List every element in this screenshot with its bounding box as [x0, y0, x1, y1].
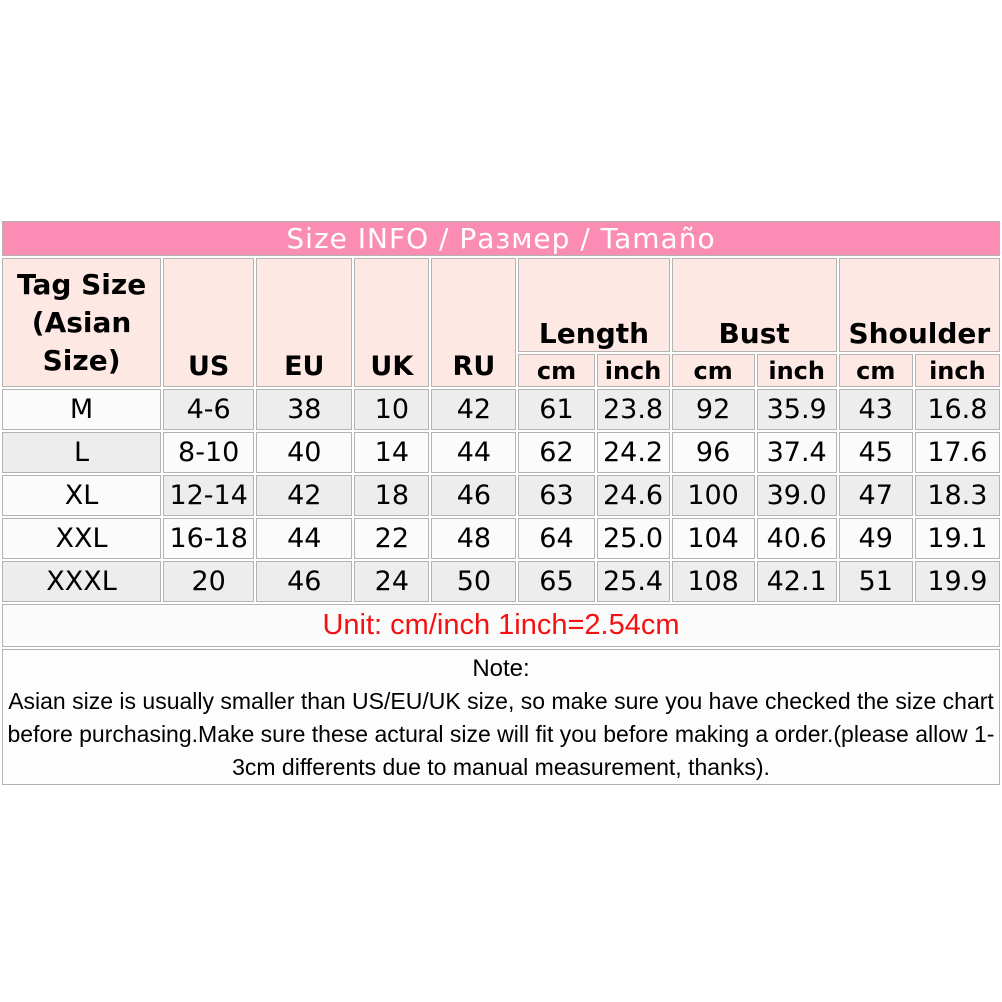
table-row-xxxl — [2, 561, 1000, 602]
note-cell — [2, 649, 1000, 785]
cell-shoulder-inch: 18.3 — [915, 475, 1000, 516]
cell-us: 4-6 — [163, 389, 254, 430]
cell-length-inch: 23.8 — [597, 389, 670, 430]
note-body: Asian size is usually smaller than US/EU/UK size, so make sure you have checked the size chart before purchasing.Make sure these actural size will fit you before making a order.(please allow 1-3cm differents due to manual measurement, thanks). — [7, 688, 995, 780]
tag-size-line-2: (Asian — [31, 305, 132, 339]
cell-bust-inch: 39.0 — [757, 475, 837, 516]
cell-bust-inch: 42.1 — [757, 561, 837, 602]
cell-shoulder-inch: 19.9 — [915, 561, 1000, 602]
header-eu: EU — [256, 258, 352, 387]
cell-eu: 38 — [256, 389, 352, 430]
cell-length-inch: 24.6 — [597, 475, 670, 516]
tag-size-line-1: Tag Size — [16, 267, 147, 301]
cell-uk: 18 — [354, 475, 429, 516]
header-shoulder: Shoulder — [839, 258, 1000, 352]
cell-shoulder-cm: 49 — [839, 518, 913, 559]
cell-shoulder-inch: 19.1 — [915, 518, 1000, 559]
cell-length-cm: 63 — [518, 475, 594, 516]
cell-uk: 14 — [354, 432, 429, 473]
table-row-xxl — [2, 518, 1000, 559]
cell-shoulder-cm: 47 — [839, 475, 913, 516]
cell-tag: M — [2, 389, 161, 430]
header-bust-inch: inch — [757, 354, 837, 387]
size-table — [0, 219, 1002, 787]
cell-bust-cm: 108 — [672, 561, 755, 602]
cell-shoulder-inch: 17.6 — [915, 432, 1000, 473]
cell-bust-cm: 104 — [672, 518, 755, 559]
cell-bust-cm: 100 — [672, 475, 755, 516]
header-shoulder-cm: cm — [839, 354, 913, 387]
cell-eu: 46 — [256, 561, 352, 602]
cell-bust-inch: 35.9 — [757, 389, 837, 430]
cell-us: 8-10 — [163, 432, 254, 473]
header-uk: UK — [354, 258, 429, 387]
cell-ru: 48 — [431, 518, 516, 559]
note-row — [2, 649, 1000, 785]
cell-bust-cm: 92 — [672, 389, 755, 430]
table-row-l — [2, 432, 1000, 473]
cell-us: 20 — [163, 561, 254, 602]
cell-tag: XXL — [2, 518, 161, 559]
cell-bust-inch: 37.4 — [757, 432, 837, 473]
header-shoulder-inch: inch — [915, 354, 1000, 387]
header-length: Length — [518, 258, 669, 352]
header-bust-cm: cm — [672, 354, 755, 387]
cell-length-cm: 61 — [518, 389, 594, 430]
table-row-xl — [2, 475, 1000, 516]
header-length-cm: cm — [518, 354, 594, 387]
cell-ru: 46 — [431, 475, 516, 516]
cell-bust-cm: 96 — [672, 432, 755, 473]
unit-conversion-note: Unit: cm/inch 1inch=2.54cm — [2, 604, 1000, 647]
cell-tag: XXXL — [2, 561, 161, 602]
header-row-main — [2, 258, 1000, 352]
cell-tag: XL — [2, 475, 161, 516]
header-us: US — [163, 258, 254, 387]
cell-shoulder-cm: 51 — [839, 561, 913, 602]
note-title: Note: — [472, 655, 530, 682]
cell-eu: 40 — [256, 432, 352, 473]
cell-length-inch: 24.2 — [597, 432, 670, 473]
cell-length-cm: 64 — [518, 518, 594, 559]
cell-length-cm: 65 — [518, 561, 594, 602]
cell-shoulder-cm: 45 — [839, 432, 913, 473]
tag-size-line-3: Size) — [42, 343, 121, 377]
cell-length-inch: 25.0 — [597, 518, 670, 559]
cell-shoulder-cm: 43 — [839, 389, 913, 430]
cell-shoulder-inch: 16.8 — [915, 389, 1000, 430]
cell-eu: 42 — [256, 475, 352, 516]
cell-us: 12-14 — [163, 475, 254, 516]
cell-ru: 44 — [431, 432, 516, 473]
cell-ru: 42 — [431, 389, 516, 430]
title-row — [2, 221, 1000, 256]
header-ru: RU — [431, 258, 516, 387]
cell-uk: 10 — [354, 389, 429, 430]
table-row-m — [2, 389, 1000, 430]
header-length-inch: inch — [597, 354, 670, 387]
cell-length-inch: 25.4 — [597, 561, 670, 602]
cell-uk: 24 — [354, 561, 429, 602]
cell-tag: L — [2, 432, 161, 473]
cell-length-cm: 62 — [518, 432, 594, 473]
cell-ru: 50 — [431, 561, 516, 602]
cell-eu: 44 — [256, 518, 352, 559]
cell-bust-inch: 40.6 — [757, 518, 837, 559]
cell-uk: 22 — [354, 518, 429, 559]
table-title: Size INFO / Размер / Tamaño — [2, 221, 1000, 256]
header-tag-size — [2, 258, 161, 387]
unit-row — [2, 604, 1000, 647]
header-bust: Bust — [672, 258, 837, 352]
cell-us: 16-18 — [163, 518, 254, 559]
